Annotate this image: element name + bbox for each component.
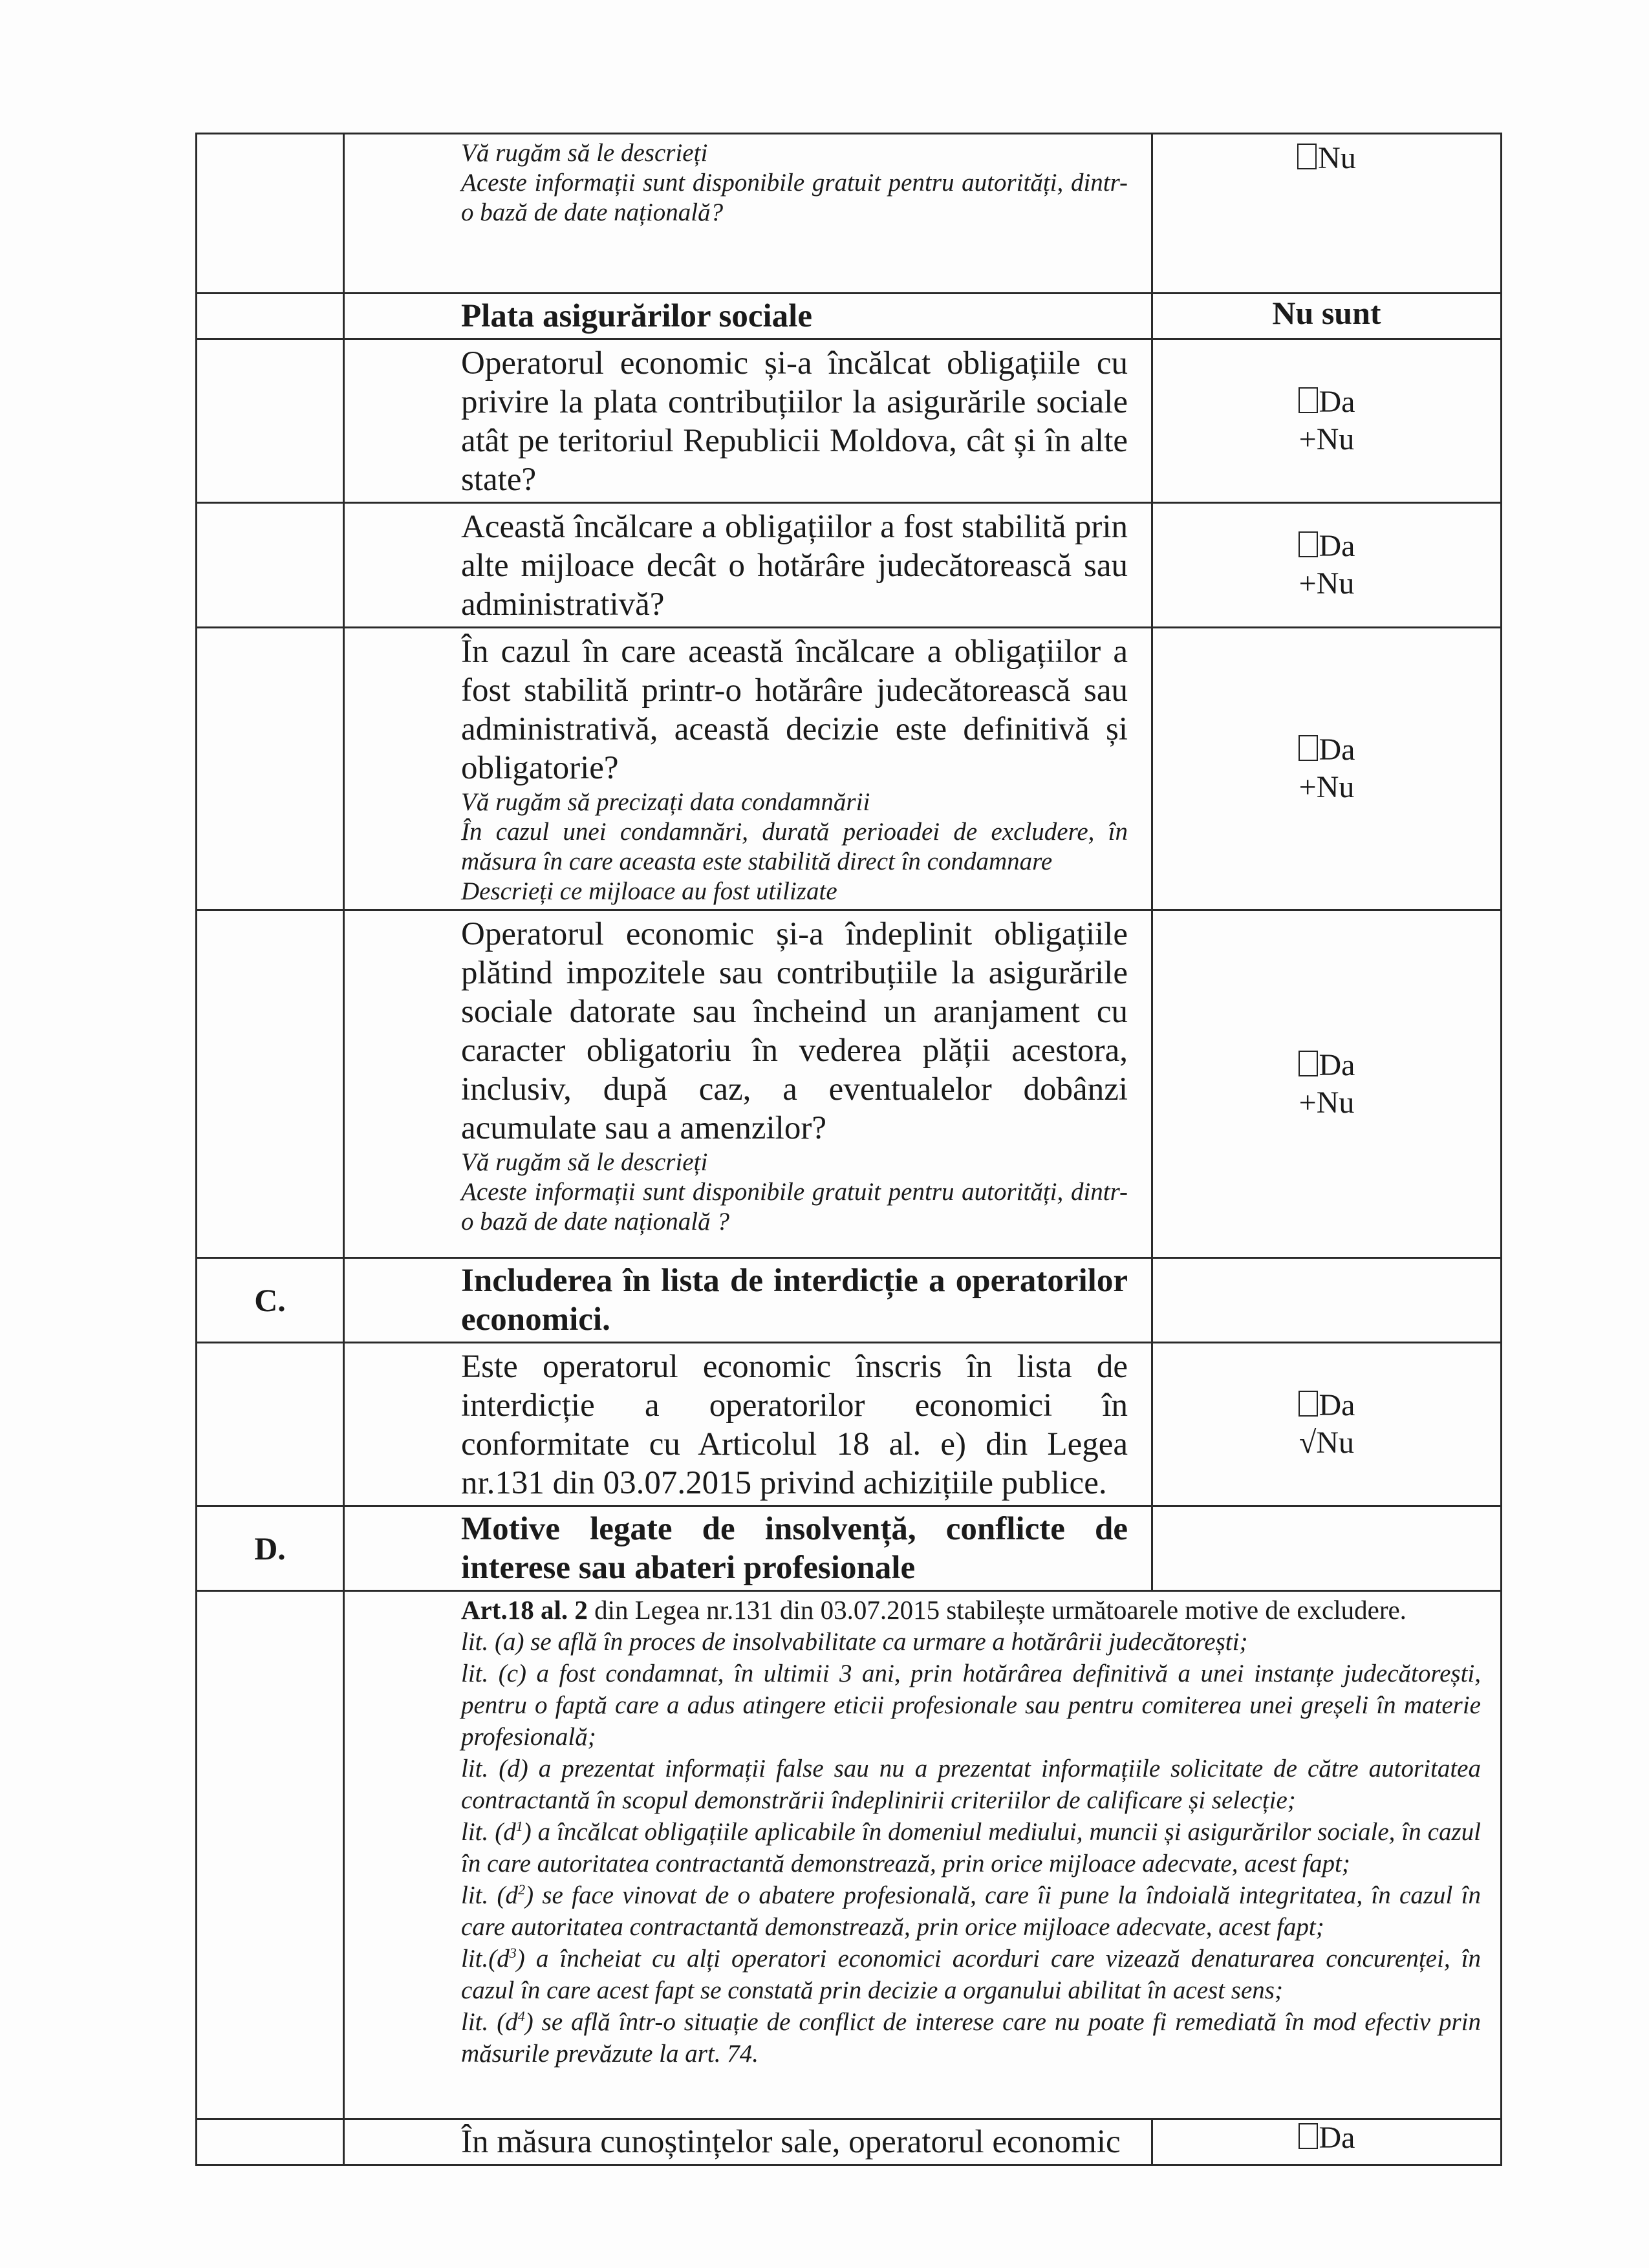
question-cell: [344, 339, 1152, 503]
checkbox-empty-icon[interactable]: [1297, 144, 1317, 169]
question-cell: [344, 2119, 1152, 2165]
answer-cell: [1152, 910, 1502, 1258]
plus-mark-icon: +: [1299, 1085, 1317, 1120]
table-row: [197, 503, 1502, 628]
section-cell: [197, 503, 344, 628]
exclusion-ground-item: lit. $(d^1)$ a încălcat obligațiile aplicabile în domeniul mediului, muncii și asigurărilor sociale, în cazul în care autoritatea contractantă demonstrează, prin orice mijloace adecvate, acest fapt;: [461, 1818, 1481, 1878]
checkbox-empty-icon[interactable]: [1299, 1051, 1318, 1076]
legal-text-cell: [344, 1591, 1502, 2119]
checkbox-empty-icon[interactable]: [1299, 387, 1318, 413]
question-cell: [344, 1506, 1152, 1591]
section-title: Plata asigurărilor sociale: [461, 298, 812, 334]
checkbox-empty-icon[interactable]: [1299, 1391, 1318, 1417]
section-cell: [197, 2119, 344, 2165]
question-text: Această încălcare a obligațiilor a fost stabilită prin alte mijloace decât o hotărâre judecătorească sau administrativă?: [461, 509, 1128, 623]
answer-da-option[interactable]: Da: [1299, 731, 1355, 769]
section-letter: C.: [197, 1258, 344, 1343]
section-title: Motive legate de insolvență, conflicte de interese sau abateri profesionale: [461, 1511, 1128, 1586]
table-row: [197, 628, 1502, 910]
question-cell: [344, 628, 1152, 910]
exclusion-ground-item: lit. (c) a fost condamnat, în ultimii 3 ani, prin hotărârea definitivă a unei instanțe judecătorești, pentru o faptă care a adus atingere eticii profesionale sau pentru comiterea unei greșeli în materie profesională;: [461, 1660, 1481, 1751]
section-cell: [197, 1591, 344, 2119]
plus-mark-icon: +: [1299, 770, 1317, 804]
table-row-social-insurance-header: [197, 294, 1502, 339]
section-cell: [197, 1343, 344, 1506]
note-means: Descrieți ce mijloace au fost utilizate: [461, 877, 837, 905]
question-cell: [344, 1258, 1152, 1343]
section-cell: [197, 628, 344, 910]
answer-da-option[interactable]: Da: [1299, 2121, 1355, 2155]
answer-da-option[interactable]: Da: [1299, 528, 1355, 565]
answer-nu-option[interactable]: +Nu: [1299, 566, 1355, 601]
checkmark-icon: √: [1299, 1426, 1317, 1460]
section-title: Includerea în lista de interdicție a operatorilor economici.: [461, 1263, 1128, 1338]
table-row-continuation: [197, 134, 1502, 294]
note-describe: Vă rugăm să le descrieți: [461, 1148, 708, 1176]
answer-header-cell: [1152, 294, 1502, 339]
exclusion-ground-item: $lit.(d^3)$ a încheiat cu alți operatori economici acorduri care vizează denaturarea concurenței, în cazul în care acest fapt se constată prin decizie a organului abilitat în acest sens;: [461, 1945, 1481, 2004]
exclusion-ground-item: lit. (a) se află în proces de insolvabilitate ca urmare a hotărârii judecătorești;: [461, 1628, 1248, 1656]
table-row-section-d-body: [197, 1591, 1502, 2119]
answer-da-option[interactable]: Da: [1299, 383, 1355, 421]
note-describe: Vă rugăm să le descrieți: [461, 139, 708, 167]
answer-cell: [1152, 1343, 1502, 1506]
answer-cell: [1152, 1258, 1502, 1343]
question-cell: [344, 294, 1152, 339]
exclusion-grounds-list: [461, 1626, 1481, 2070]
plus-mark-icon: +: [1299, 422, 1317, 456]
question-text: Este operatorul economic înscris în lista de interdicție a operatorilor economici în conformitate cu Articolul 18 al. e) din Legea nr.131 din 03.07.2015 privind achizițiile publice.: [461, 1349, 1128, 1501]
exclusion-criteria-table: [195, 133, 1502, 2166]
table-row-section-c: [197, 1258, 1502, 1343]
note-national-db: Aceste informații sunt disponibile gratuit pentru autorități, dintr-o bază de date națională?: [461, 169, 1128, 226]
answer-header: Nu sunt: [1272, 295, 1381, 331]
table-row: [197, 339, 1502, 503]
answer-cell: [1152, 1506, 1502, 1591]
question-cell: [344, 910, 1152, 1258]
note-date: Vă rugăm să precizați data condamnării: [461, 788, 870, 816]
plus-mark-icon: +: [1299, 566, 1317, 601]
answer-cell: [1152, 134, 1502, 294]
section-cell: [197, 134, 344, 294]
table-row: [197, 910, 1502, 1258]
answer-cell: [1152, 628, 1502, 910]
note-exclusion-period: În cazul unei condamnări, durată perioadei de excludere, în măsura în care aceasta este stabilită direct în condamnare: [461, 818, 1128, 875]
note-national-db: Aceste informații sunt disponibile gratuit pentru autorități, dintr-o bază de date națională ?: [461, 1178, 1128, 1236]
answer-nu-option[interactable]: +Nu: [1299, 1085, 1355, 1120]
exclusion-ground-item: lit. $(d^4)$ se află într-o situație de conflict de interese care nu poate fi remediată în mod efectiv prin măsurile prevăzute la art. 74.: [461, 2008, 1481, 2068]
section-letter: D.: [197, 1506, 344, 1591]
answer-nu-option[interactable]: √Nu: [1299, 1426, 1354, 1460]
answer-nu-option[interactable]: +Nu: [1299, 770, 1355, 804]
question-text: Operatorul economic și-a încălcat obligațiile cu privire la plata contribuțiilor la asigurările sociale atât pe teritoriul Republicii Moldova, cât și în alte state?: [461, 345, 1128, 498]
question-cell: [344, 503, 1152, 628]
question-text: Operatorul economic și-a îndeplinit obligațiile plătind impozitele sau contribuțiile la asigurările sociale datorate sau încheind un aranjament cu caracter obligatoriu în vederea plății acestora, inclusiv, după caz, a eventualelor dobânzi acumulate sau a amenzilor?: [461, 916, 1128, 1146]
question-text: În măsura cunoștințelor sale, operatorul economic: [461, 2124, 1121, 2160]
checkbox-empty-icon[interactable]: [1299, 531, 1318, 557]
answer-nu-option[interactable]: Nu: [1297, 141, 1356, 175]
table-row: [197, 2119, 1502, 2165]
table-row-section-d: [197, 1506, 1502, 1591]
checkbox-empty-icon[interactable]: [1299, 735, 1318, 761]
answer-da-option[interactable]: Da: [1299, 1047, 1355, 1084]
answer-da-option[interactable]: Da: [1299, 1387, 1355, 1424]
exclusion-ground-item: lit. $(d^2)$ se face vinovat de o abatere profesională, care îi pune la îndoială integritatea, în cazul în care autoritatea contractantă demonstrează, prin orice mijloace adecvate, acest fapt;: [461, 1881, 1481, 1941]
question-cell: [344, 1343, 1152, 1506]
question-cell: [344, 134, 1152, 294]
section-cell: [197, 294, 344, 339]
answer-nu-option[interactable]: +Nu: [1299, 422, 1355, 456]
exclusion-ground-item: lit. (d) a prezentat informații false sau nu a prezentat informațiile solicitate de către autoritatea contractantă în scopul demonstrării îndeplinirii criteriilor de calificare și selecție;: [461, 1755, 1481, 1814]
section-cell: [197, 910, 344, 1258]
question-text: În cazul în care această încălcare a obligațiilor a fost stabilită printr-o hotărâre judecătorească sau administrativă, această decizie este definitivă și obligatorie?: [461, 634, 1128, 786]
section-cell: [197, 339, 344, 503]
table-row: [197, 1343, 1502, 1506]
checkbox-empty-icon[interactable]: [1299, 2123, 1318, 2149]
answer-cell: [1152, 503, 1502, 628]
answer-cell: [1152, 2119, 1502, 2165]
legal-intro: Art.18 al. 2 din Legea nr.131 din 03.07.2015 stabilește următoarele motive de excludere.: [461, 1595, 1406, 1625]
answer-cell: [1152, 339, 1502, 503]
